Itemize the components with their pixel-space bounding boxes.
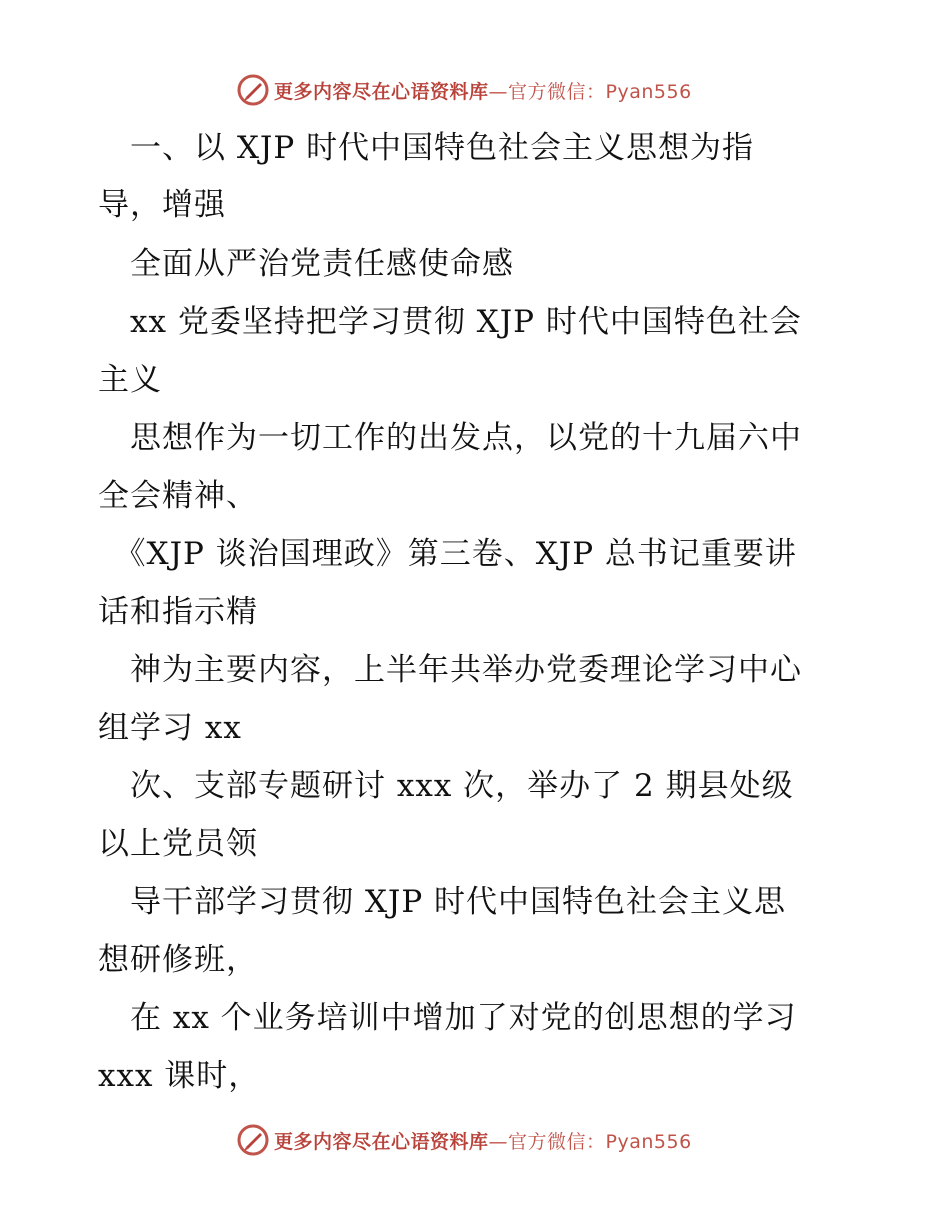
text-line: 以上党员领 bbox=[98, 826, 258, 862]
watermark-suffix: —官方微信：Pyan556 bbox=[488, 80, 692, 103]
text-line: 全面从严治党责任感使命感 bbox=[98, 246, 514, 282]
pen-logo-icon bbox=[236, 1123, 270, 1157]
text-line: 《XJP 谈治国理政》第三卷、XJP 总书记重要讲 bbox=[98, 536, 797, 572]
text-line: 主义 bbox=[98, 362, 162, 398]
text-line: 话和指示精 bbox=[98, 594, 258, 630]
watermark-header bbox=[236, 73, 692, 107]
text-line: 全会精神、 bbox=[98, 478, 258, 514]
text-line: 在 xx 个业务培训中增加了对党的创思想的学习 bbox=[98, 1000, 797, 1036]
text-line: xx 党委坚持把学习贯彻 XJP 时代中国特色社会 bbox=[98, 304, 802, 340]
text-line: 想研修班， bbox=[98, 942, 258, 978]
watermark-footer bbox=[236, 1123, 692, 1157]
text-line: xxx 课时， bbox=[98, 1058, 261, 1094]
text-line: 次、支部专题研讨 xxx 次，举办了 2 期县处级 bbox=[98, 768, 794, 804]
pen-logo-icon bbox=[236, 73, 270, 107]
watermark-prefix: 更多内容尽在心语资料库 bbox=[274, 1130, 489, 1153]
text-line: 思想作为一切工作的出发点，以党的十九届六中 bbox=[98, 420, 802, 456]
text-line: 神为主要内容，上半年共举办党委理论学习中心 bbox=[98, 652, 802, 688]
text-line: 导干部学习贯彻 XJP 时代中国特色社会主义思 bbox=[98, 884, 787, 920]
text-line: 组学习 xx bbox=[98, 710, 242, 746]
text-line: 一、以 XJP 时代中国特色社会主义思想为指 bbox=[98, 130, 755, 166]
watermark-prefix: 更多内容尽在心语资料库 bbox=[274, 80, 489, 103]
text-line: 导，增强 bbox=[98, 187, 226, 223]
watermark-suffix: —官方微信：Pyan556 bbox=[488, 1130, 692, 1153]
